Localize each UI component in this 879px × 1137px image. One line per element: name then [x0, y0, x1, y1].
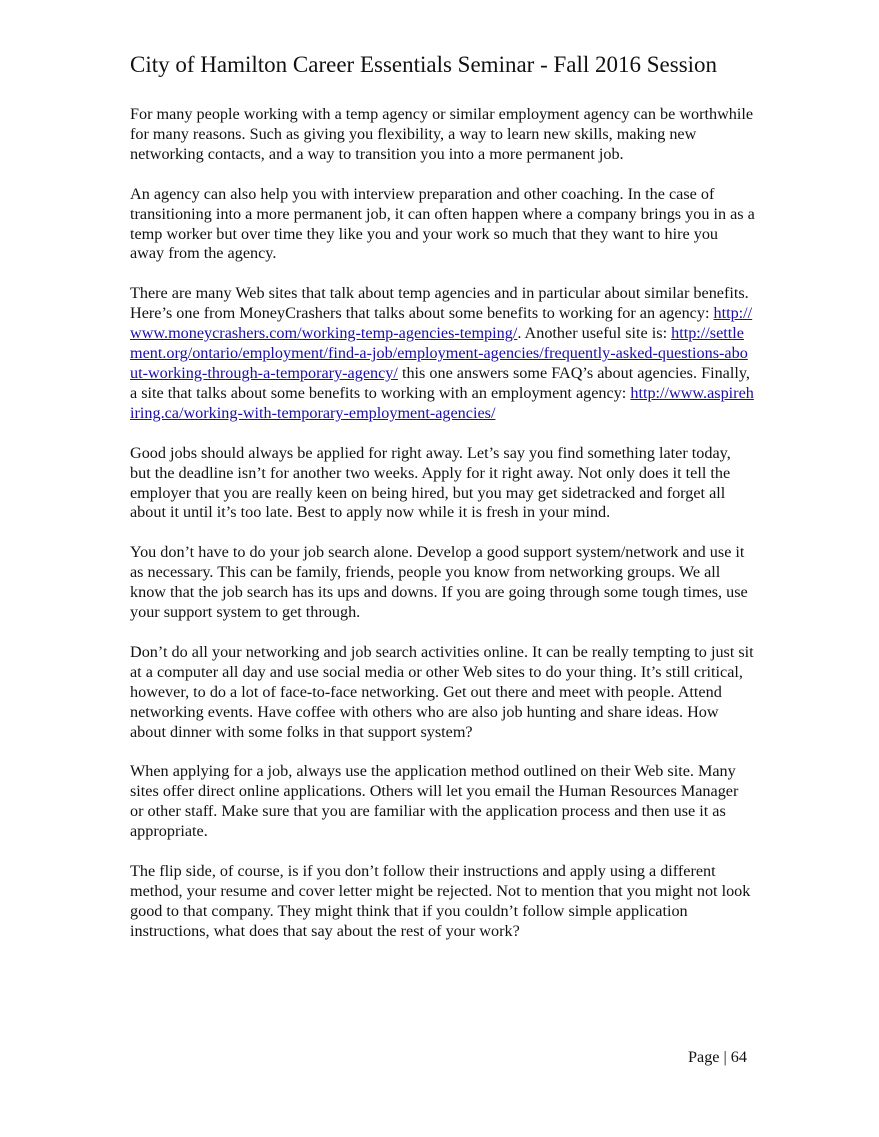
- paragraph-text: There are many Web sites that talk about temp agencies and in particular about similar benefits. Here’s one from MoneyCrashers that talks about some benefits to working for an agency:: [130, 284, 749, 323]
- settlement-org-link[interactable]: http://settlement.org/ontario/employment/find-a-job/employment-agencies/frequently-asked-questions-about-working-through-a-temporary-agency/: [130, 324, 748, 382]
- aspirehiring-link[interactable]: http://www.aspirehiring.ca/working-with-temporary-employment-agencies/: [130, 383, 754, 422]
- paragraph-face-to-face-networking: Don’t do all your networking and job search activities online. It can be really tempting to just sit at a computer all day and use social media or other Web sites to do your thing. It’s still critical, however, to do a lot of face-to-face networking. Get out there and meet with people. Attend networking events. Have coffee with others who are also job hunting and share ideas. How about dinner with some folks in that support system?: [130, 642, 754, 741]
- paragraph-application-method: When applying for a job, always use the application method outlined on their Web site. Many sites offer direct online applications. Others will let you email the Human Resources Manager or other staff. Make sure that you are familiar with the application process and then use it as appropriate.: [130, 762, 739, 841]
- paragraph-temp-agency-intro: For many people working with a temp agency or similar employment agency can be worthwhile for many reasons. Such as giving you flexibility, a way to learn new skills, making new networking contacts, and a way to transition you into a more permanent job.: [130, 105, 754, 163]
- paragraph-flip-side: The flip side, of course, is if you don’t follow their instructions and apply using a different method, your resume and cover letter might be rejected. Not to mention that you might not look good to that company. They might think that if you couldn’t follow simple application instructions, what does that say about the rest of your work?: [130, 862, 751, 940]
- paragraph-text: . Another useful site is:: [517, 324, 672, 343]
- page-header-title: City of Hamilton Career Essentials Seminar - Fall 2016 Session: [130, 52, 718, 77]
- page-number: Page | 64: [688, 1048, 747, 1066]
- paragraph-agency-coaching: An agency can also help you with interview preparation and other coaching. In the case of transitioning into a more permanent job, it can often happen where a company brings you in as a temp worker but over time they like you and your work so much that they want to hire you away from the agency.: [130, 184, 755, 263]
- moneycrashers-link[interactable]: http://www.moneycrashers.com/working-temp-agencies-temping/: [130, 304, 753, 343]
- paragraph-agency-websites: [130, 284, 755, 423]
- page-body: [130, 105, 755, 962]
- paragraph-text: this one answers some FAQ’s about agencies. Finally, a site that talks about some benefits to working with an employment agency:: [130, 363, 750, 402]
- paragraph-support-system: You don’t have to do your job search alone. Develop a good support system/network and use it as necessary. This can be family, friends, people you know from networking groups. We all know that the job search has its ups and downs. If you are going through some tough times, use your support system to get through.: [130, 543, 748, 622]
- paragraph-apply-right-away: Good jobs should always be applied for right away. Let’s say you find something later today, but the deadline isn’t for another two weeks. Apply for it right away. Not only does it tell the employer that you are really keen on being hired, but you may get sidetracked and forget all about it until it’s too late. Best to apply now while it is fresh in your mind.: [130, 443, 731, 522]
